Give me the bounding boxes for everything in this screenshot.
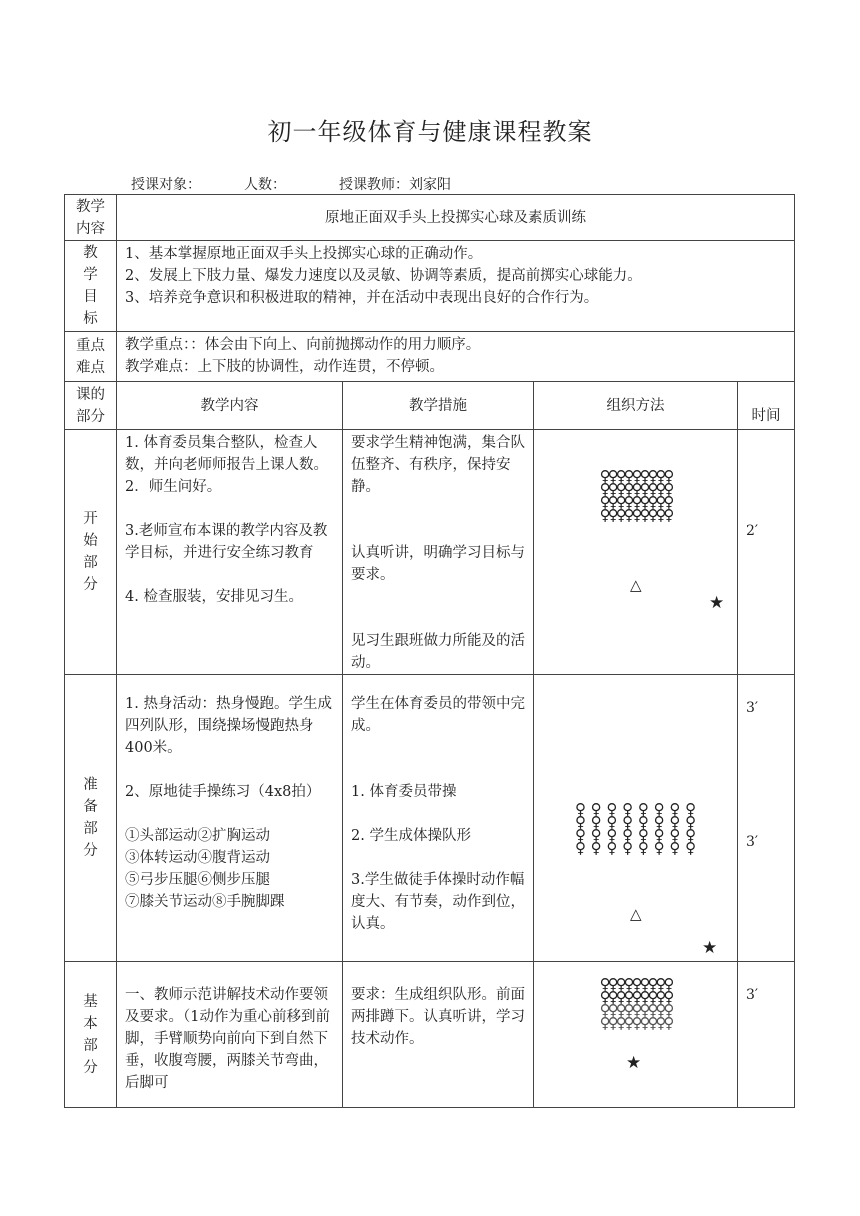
time-value: 3′	[746, 700, 759, 716]
header-content: 教学内容	[117, 382, 343, 430]
measure-line: 要求：生成组织队形。前面两排蹲下。认真听讲，学习技术动作。	[351, 987, 525, 1047]
goals-row	[65, 241, 795, 332]
content-line: 4. 检查服装，安排见习生。	[125, 589, 303, 605]
time-value: 2′	[738, 430, 795, 675]
goal-item: 2、发展上下肢力量、爆发力速度以及灵敏、协调等素质，提高前掷实心球能力。	[125, 268, 642, 284]
content-line: ⑦膝关节运动⑧手腕脚踝	[125, 894, 285, 910]
content-line: 1. 体育委员集合整队，检查人数，并向老师师报告上课人数。	[125, 435, 328, 473]
content-line: 3.老师宣布本课的教学内容及教学目标，并进行安全练习教育	[125, 523, 328, 561]
formation-diagram	[534, 430, 738, 675]
measure-line: 1. 体育委员带操	[351, 784, 457, 800]
student-row: ♀♀♀♀♀♀♀♀♀	[599, 506, 672, 524]
formation-diagram	[534, 675, 738, 962]
header-measures: 教学措施	[343, 382, 534, 430]
student-row: ♀ ♀ ♀ ♀ ♀ ♀ ♀ ♀	[574, 826, 697, 844]
section-label: 准 备 部 分	[65, 675, 117, 962]
content-line: 一、教师示范讲解技术动作要领及要求。（1动作为重心前移到前脚，手臂顺势向前向下到自然下垂，收腹弯腰，两膝关节弯曲，后脚可	[125, 987, 330, 1091]
student-row: ♀ ♀ ♀ ♀ ♀ ♀ ♀ ♀	[574, 839, 697, 857]
subhead-count: 人数：	[244, 177, 286, 193]
time-value: 3′	[738, 962, 795, 1108]
student-row: ♀ ♀ ♀ ♀ ♀ ♀ ♀ ♀	[574, 800, 697, 818]
header-time: 时间	[738, 382, 795, 430]
content-line: ①头部运动②扩胸运动	[125, 828, 270, 844]
content-label: 教学 内容	[65, 195, 117, 241]
key-label: 重点 难点	[65, 332, 117, 382]
measure-line: 3.学生做徒手体操时动作幅度大、有节奏，动作到位，认真。	[351, 872, 525, 932]
content-text: 原地正面双手头上投掷实心球及素质训练	[117, 195, 795, 241]
key-row	[65, 332, 795, 382]
content-line: ⑤弓步压腿⑥侧步压腿	[125, 872, 270, 888]
subhead-teacher: 授课教师：刘家阳	[339, 177, 451, 193]
time-cell	[738, 675, 795, 962]
student-row: ♀♀♀♀♀♀♀♀♀	[599, 467, 672, 485]
section-prep-row	[65, 675, 795, 962]
formation-diagram	[534, 962, 738, 1108]
content-row	[65, 195, 795, 241]
teacher-triangle-icon: △	[630, 905, 642, 923]
content-line: 2．师生问好。	[125, 479, 222, 495]
column-header-row	[65, 382, 795, 430]
measure-line: 要求学生精神饱满，集合队伍整齐、有秩序，保持安静。	[351, 435, 525, 495]
lesson-plan-table	[64, 194, 795, 1108]
key-point: 教学重点：：体会由下向上、向前抛掷动作的用力顺序。	[125, 337, 481, 353]
teacher-triangle-icon: △	[630, 576, 642, 594]
time-value: 3′	[746, 834, 759, 850]
goal-item: 3、培养竞争意识和积极进取的精神，并在活动中表现出良好的合作行为。	[125, 290, 599, 306]
goals-label: 教 学 目 标	[65, 241, 117, 332]
star-icon: ★	[702, 938, 718, 958]
header-org: 组织方法	[534, 382, 738, 430]
student-row: ♀♀♀♀♀♀♀♀♀	[599, 975, 672, 993]
measure-line: 见习生跟班做力所能及的活动。	[351, 633, 525, 671]
goal-item: 1、基本掌握原地正面双手头上投掷实心球的正确动作。	[125, 246, 483, 262]
student-row: ♀ ♀ ♀ ♀ ♀ ♀ ♀ ♀	[574, 813, 697, 831]
star-icon: ★	[709, 593, 725, 613]
measure-line: 认真听讲，明确学习目标与要求。	[351, 545, 525, 583]
content-line: 1. 热身活动：热身慢跑。学生成四列队形，围绕操场慢跑热身400米。	[125, 696, 332, 756]
section-label: 开 始 部 分	[65, 430, 117, 675]
header-part: 课的 部分	[65, 382, 117, 430]
student-row: ♀♀♀♀♀♀♀♀♀	[599, 1001, 672, 1019]
student-row: ♀♀♀♀♀♀♀♀♀	[599, 1014, 672, 1032]
section-label: 基 本 部 分	[65, 962, 117, 1108]
subhead-target: 授课对象：	[131, 177, 201, 193]
content-line: 2、原地徒手操练习（4x8拍）	[125, 784, 321, 800]
section-basic-row	[65, 962, 795, 1108]
measure-line: 2. 学生成体操队形	[351, 828, 471, 844]
student-row: ♀♀♀♀♀♀♀♀♀	[599, 480, 672, 498]
content-line: ③体转运动④腹背运动	[125, 850, 270, 866]
star-icon: ★	[626, 1053, 642, 1073]
student-row: ♀♀♀♀♀♀♀♀♀	[599, 493, 672, 511]
difficulty-point: 教学难点：上下肢的协调性，动作连贯，不停顿。	[125, 359, 444, 375]
page-title: 初一年级体育与健康课程教案	[267, 118, 593, 146]
student-row: ♀♀♀♀♀♀♀♀♀	[599, 988, 672, 1006]
section-start-row	[65, 430, 795, 675]
measure-line: 学生在体育委员的带领中完成。	[351, 696, 525, 734]
